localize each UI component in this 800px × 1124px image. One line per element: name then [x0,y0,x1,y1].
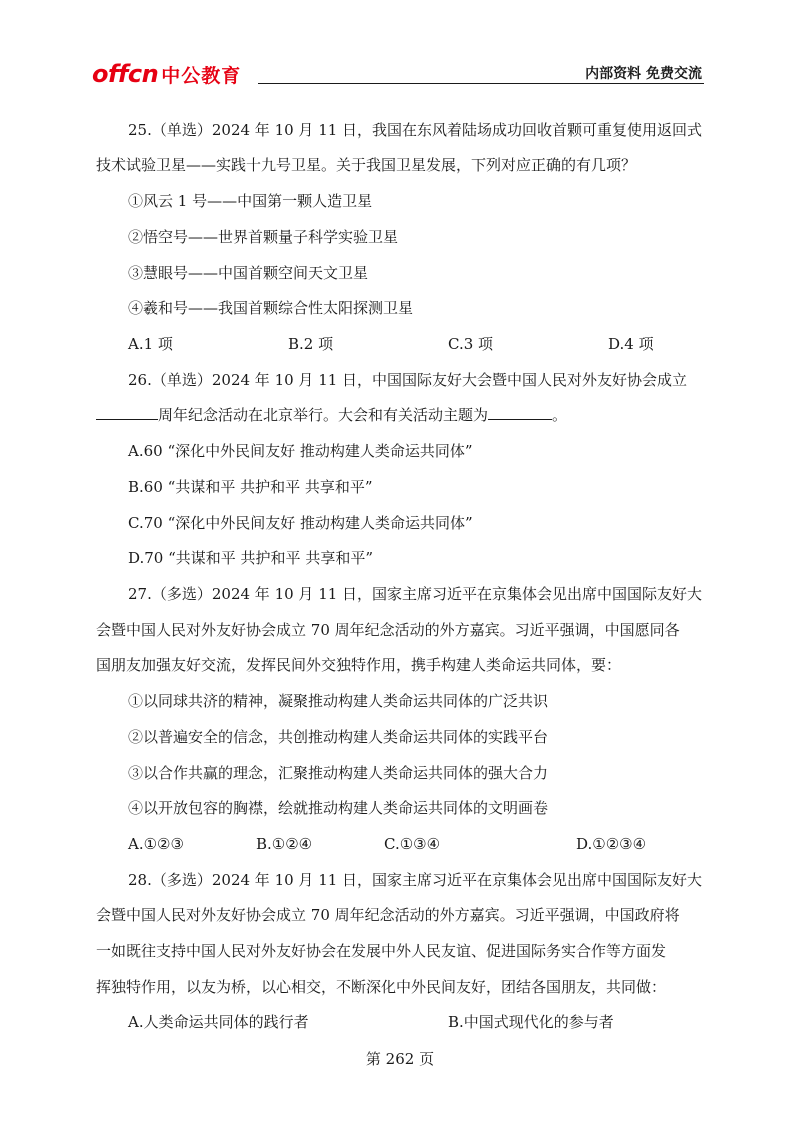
logo-name: 中公教育 [161,64,242,87]
q28-stem-line-1: 28.（多选）2024 年 10 月 11 日，国家主席习近平在京集体会见出席中国国际友好大 [128,871,703,889]
q26-stem-end: 。 [552,406,568,424]
q26-stem-line-1: 26.（单选）2024 年 10 月 11 日，中国国际友好大会暨中国人民对外友好协会成立 [128,371,688,389]
q27-stem-line-3: 国朋友加强友好交流，发挥民间外交独特作用，携手构建人类命运共同体，要： [96,656,622,674]
q27-item-3: ③以合作共赢的理念，汇聚推动构建人类命运共同体的强大合力 [128,764,549,782]
q27-option-d: D.①②③④ [576,835,647,853]
q28-option-a: A.人类命运共同体的践行者 [128,1013,309,1031]
q28-stem-line-4: 挥独特作用，以友为桥，以心相交，不断深化中外民间友好，团结各国朋友，共同做： [96,978,667,996]
q25-item-4: ④羲和号——我国首颗综合性太阳探测卫星 [128,299,414,317]
header-note: 内部资料 免费交流 [585,66,702,82]
brand-logo [92,60,241,88]
q28-stem-line-2: 会暨中国人民对外友好协会成立 70 周年纪念活动的外方嘉宾。习近平强调，中国政府将 [96,906,680,924]
q26-stem-line-2 [96,405,567,425]
q26-option-a: A.60 “深化中外民间友好 推动构建人类命运共同体” [128,442,473,460]
q26-blank-1 [96,405,158,420]
page-number: 第 262 页 [365,1050,435,1068]
header-rule [258,83,704,84]
q25-option-b: B.2 项 [288,335,334,353]
q25-item-1: ①风云 1 号——中国第一颗人造卫星 [128,192,373,210]
q26-blank-2 [488,405,552,420]
q27-stem-line-2: 会暨中国人民对外友好协会成立 70 周年纪念活动的外方嘉宾。习近平强调，中国愿同各 [96,621,680,639]
q26-option-b: B.60 “共谋和平 共护和平 共享和平” [128,478,373,496]
q27-option-c: C.①③④ [384,835,441,853]
q25-option-a: A.1 项 [128,335,173,353]
q25-item-3: ③慧眼号——中国首颗空间天文卫星 [128,264,369,282]
q27-option-b: B.①②④ [256,835,313,853]
q27-item-2: ②以普遍安全的信念，共创推动构建人类命运共同体的实践平台 [128,728,549,746]
q25-stem-line-2: 技术试验卫星——实践十九号卫星。关于我国卫星发展，下列对应正确的有几项？ [96,156,637,174]
q27-stem-line-1: 27.（多选）2024 年 10 月 11 日，国家主席习近平在京集体会见出席中国国际友好大 [128,585,703,603]
logo-mark: offcn [92,60,159,88]
q26-option-d: D.70 “共谋和平 共护和平 共享和平” [128,549,373,567]
q28-option-b: B.中国式现代化的参与者 [448,1013,614,1031]
q25-option-c: C.3 项 [448,335,494,353]
q25-option-d: D.4 项 [608,335,654,353]
q26-stem-mid: 周年纪念活动在北京举行。大会和有关活动主题为 [158,406,489,424]
q27-option-a: A.①②③ [128,835,184,853]
q25-stem-line-1: 25.（单选）2024 年 10 月 11 日，我国在东风着陆场成功回收首颗可重复使用返回式 [128,121,703,139]
q27-item-4: ④以开放包容的胸襟，绘就推动构建人类命运共同体的文明画卷 [128,799,549,817]
q26-option-c: C.70 “深化中外民间友好 推动构建人类命运共同体” [128,514,473,532]
q27-item-1: ①以同球共济的精神，凝聚推动构建人类命运共同体的广泛共识 [128,692,549,710]
q25-item-2: ②悟空号——世界首颗量子科学实验卫星 [128,228,399,246]
q28-stem-line-3: 一如既往支持中国人民对外友好协会在发展中外人民友谊、促进国际务实合作等方面发 [96,942,667,960]
